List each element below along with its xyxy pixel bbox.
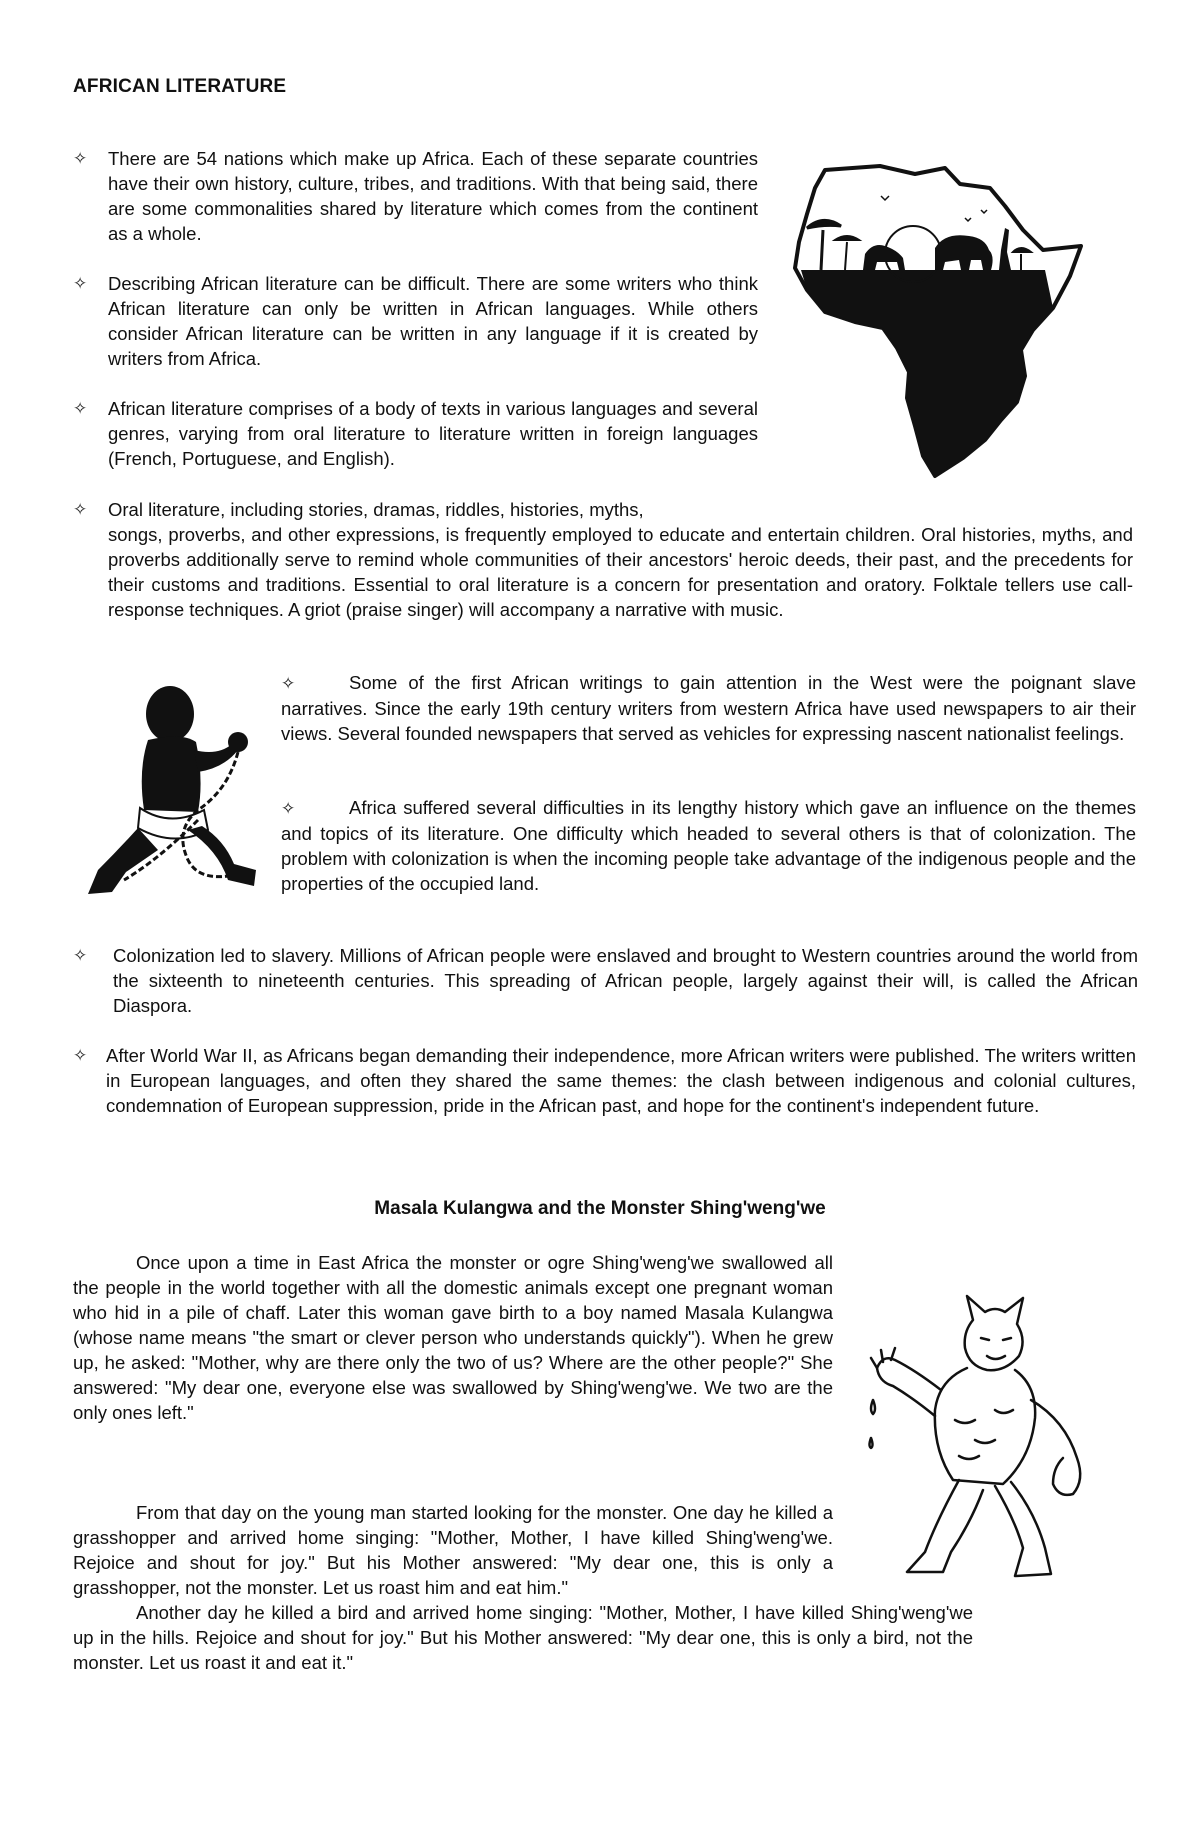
page-heading: AFRICAN LITERATURE <box>73 76 287 97</box>
bullet-text: Oral literature, including stories, dramas, riddles, histories, myths, <box>108 499 644 520</box>
bullet-text: Describing African literature can be difficult. There are some writers who think African literature can only be written in African languages. While others consider African literature can be written in any language if it is created by writers from Africa. <box>108 273 758 369</box>
bullet-mark: ✧ <box>73 946 88 965</box>
bullet-text: African literature comprises of a body of texts in various languages and several genres, varying from oral literature to literature written in foreign languages (French, Portuguese, and English). <box>108 398 758 469</box>
bullet-text: After World War II, as Africans began demanding their independence, more African writers were published. The writers written in European languages, and often they shared the same themes: the clash between indigenous and colonial cultures, condemnation of European suppression, pride in the African past, and hope for the continent's independent future. <box>106 1045 1136 1116</box>
story-paragraph: From that day on the young man started looking for the monster. One day he killed a grasshopper and arrived home singing: "Mother, Mother, I have killed Shing'weng'we. Rejoice and shout for joy." But his Mother answered: "My dear one, this is only a grasshopper, not the monster. Let us roast him and eat him." <box>73 1502 833 1598</box>
bullet-mark: ✧ <box>73 274 88 293</box>
story-paragraph: Another day he killed a bird and arrived home singing: "Mother, Mother, I have killed Shing'weng'we up in the hills. Rejoice and shout for joy." But his Mother answered: "My dear one, this is only a bird, not the monster. Let us roast it and eat it." <box>73 1602 973 1673</box>
bullet-mark: ✧ <box>73 399 88 418</box>
bullet-text: Africa suffered several difficulties in its lengthy history which gave an influence on the themes and topics of its literature. One difficulty which headed to several others is that of colonization. The problem with colonization is when the incoming people take advantage of the indigenous people and the properties of the occupied land. <box>281 797 1136 894</box>
werewolf-monster-illustration <box>855 1290 1120 1590</box>
bullet-item <box>281 670 1136 746</box>
africa-silhouette-illustration <box>785 158 1095 493</box>
bullet-mark: ✧ <box>281 799 296 818</box>
bullet-item <box>281 795 1136 896</box>
story-title: Masala Kulangwa and the Monster Shing'weng'we <box>374 1198 826 1219</box>
bullet-mark: ✧ <box>73 149 88 168</box>
bullet-text: There are 54 nations which make up Africa. Each of these separate countries have their own history, culture, tribes, and traditions. With that being said, there are some commonalities shared by literature which comes from the continent as a whole. <box>108 148 758 244</box>
bullet-text: Colonization led to slavery. Millions of African people were enslaved and brought to Western countries around the world from the sixteenth to nineteenth centuries. This spreading of African people, largely against their will, is called the African Diaspora. <box>113 945 1138 1016</box>
bullet-continuation: songs, proverbs, and other expressions, is frequently employed to educate and entertain children. Oral histories, myths, and proverbs additionally serve to remind whole communities of their ancestors' heroic deeds, their past, and the precedents for their customs and traditions. Essential to oral literature is a concern for presentation and oratory. Folktale tellers use call-response techniques. A griot (praise singer) will accompany a narrative with music. <box>108 524 1133 620</box>
bullet-mark: ✧ <box>281 674 296 693</box>
story-paragraph: Once upon a time in East Africa the monster or ogre Shing'weng'we swallowed all the people in the world together with all the domestic animals except one pregnant woman who hid in a pile of chaff. Later this woman gave birth to a boy named Masala Kulangwa (whose name means "the smart or clever person who understands quickly"). When he grew up, he asked: "Mother, why are there only the two of us? Where are the other people?" She answered: "My dear one, everyone else was swallowed by Shing'weng'we. We two are the only ones left." <box>73 1252 833 1423</box>
bullet-mark: ✧ <box>73 500 88 519</box>
bullet-text: Some of the first African writings to gain attention in the West were the poignant slave narratives. Since the early 19th century writers from western Africa have used newspapers to air their views. Several founded newspapers that served as vehicles for expressing nascent nationalist feelings. <box>281 672 1136 744</box>
chained-kneeling-man-illustration <box>78 680 273 905</box>
bullet-mark: ✧ <box>73 1046 88 1065</box>
